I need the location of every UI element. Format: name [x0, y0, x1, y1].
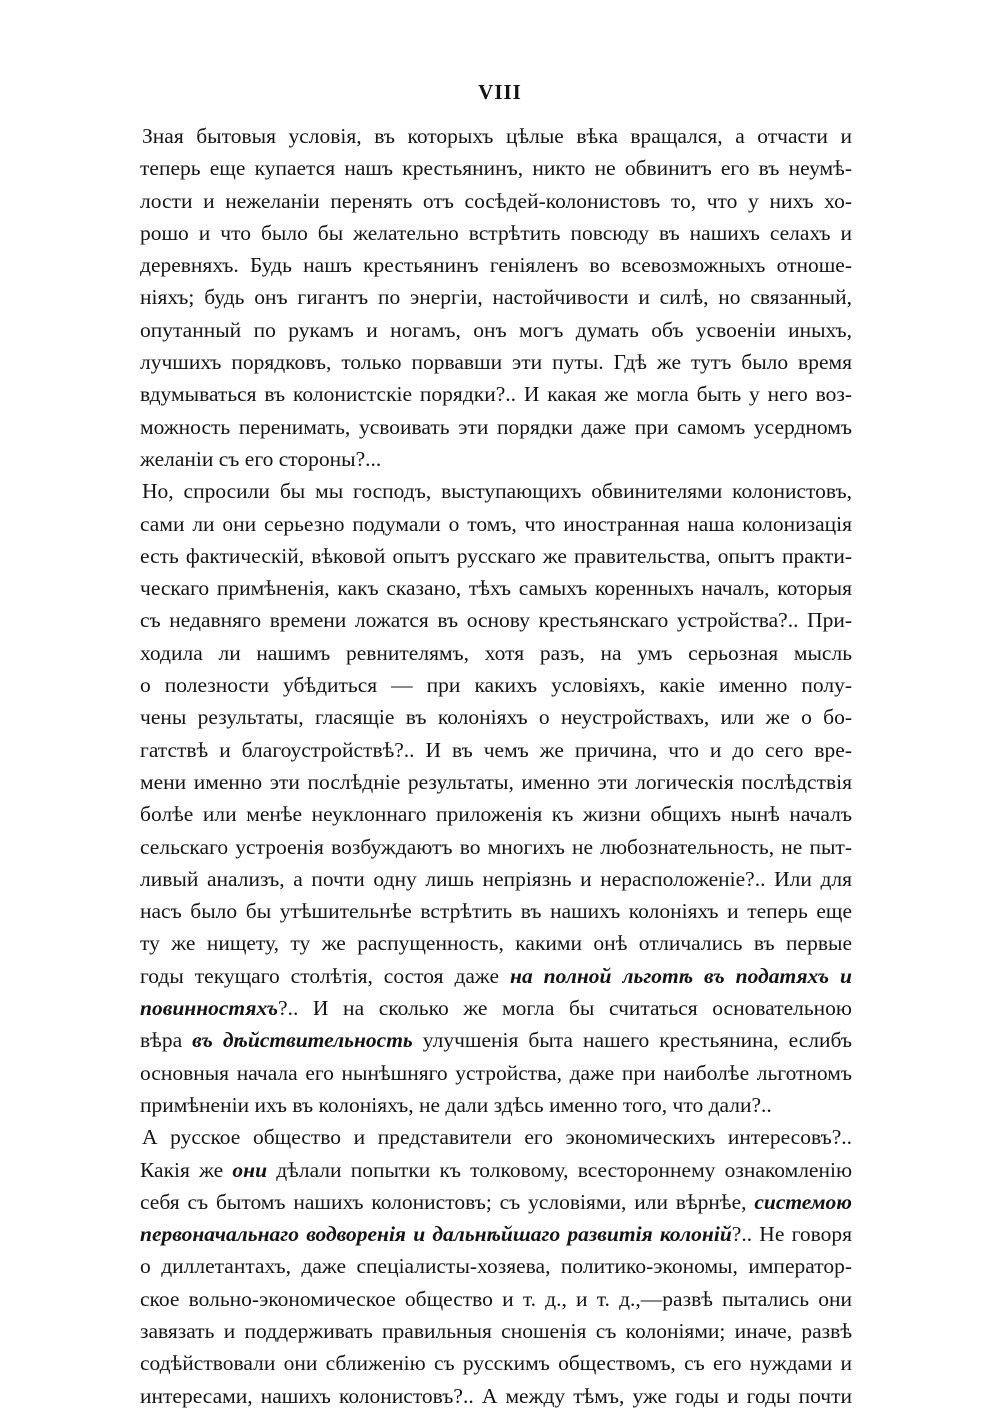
text-segment: ходила ли нашимъ ревнителямъ, хотя разъ, на умъ серьозная мысль [140, 640, 852, 665]
text-line [140, 798, 852, 830]
text-segment: А русское общество и представители его экономическихъ интересовъ?.. [142, 1125, 852, 1150]
emphasized-text: въ дѣйствительность [192, 1028, 413, 1053]
text-line [140, 701, 852, 733]
text-segment: ту же нищету, ту же распущенность, какими онѣ отличались въ первые [140, 931, 852, 956]
text-line [140, 217, 852, 249]
text-line [140, 1347, 852, 1379]
text-line [140, 346, 852, 378]
text-line [140, 637, 852, 669]
text-line [140, 927, 852, 959]
text-line [140, 992, 852, 1024]
page-number: VIII [478, 80, 522, 104]
text-line [140, 249, 852, 281]
text-segment: ческаго примѣненія, какъ сказано, тѣхъ самыхъ коренныхъ началъ, которыя [140, 576, 852, 601]
text-segment: себя съ бытомъ нашихъ колонистовъ; съ условіями, или вѣрнѣе, [140, 1189, 755, 1214]
emphasized-text: первоначальнаго водворенія и дальнѣйшаго развитія колоній [140, 1222, 732, 1247]
text-line [140, 1186, 852, 1218]
emphasized-text: системою [754, 1189, 852, 1214]
text-line [140, 1218, 852, 1250]
text-line [140, 378, 852, 410]
text-line [140, 1024, 852, 1056]
text-line [140, 960, 852, 992]
text-segment: насъ было бы утѣшительнѣе встрѣтить въ нашихъ колоніяхъ и теперь еще [140, 899, 852, 924]
text-segment: теперь еще купается нашъ крестьянинъ, никто не обвинитъ его въ неумѣ- [140, 156, 852, 181]
text-segment: рошо и что было бы желательно встрѣтить повсюду въ нашихъ селахъ и [140, 220, 852, 245]
text-segment: сами ли они серьезно подумали о томъ, что иностранная наша колонизація [140, 511, 852, 536]
text-segment: завязать и поддерживать правильныя сношенія съ колоніями; иначе, развѣ [140, 1318, 852, 1343]
text-segment: основныя начала его нынѣшняго устройства, даже при наиболѣе льготномъ [140, 1060, 852, 1085]
text-segment: ніяхъ; будь онъ гигантъ по энергіи, настойчивости и силѣ, но связанный, [140, 285, 852, 310]
text-segment: о диллетантахъ, даже спеціалисты-хозяева, политико-экономы, император- [140, 1254, 852, 1279]
text-line [140, 475, 852, 507]
text-segment: содѣйствовали они сближенію съ русскимъ обществомъ, съ его нуждами и [140, 1351, 852, 1376]
text-line [140, 766, 852, 798]
body-text [140, 120, 852, 1412]
text-segment: мени именно эти послѣдніе результаты, именно эти логическія послѣдствія [140, 769, 852, 794]
text-line [140, 120, 852, 152]
text-segment: улучшенія быта нашего крестьянина, еслибъ [412, 1028, 852, 1053]
text-line [140, 508, 852, 540]
text-segment: ?.. И на сколько же могла бы считаться основательною [278, 996, 852, 1021]
text-line [140, 314, 852, 346]
text-line [140, 443, 852, 475]
text-segment: сельскаго устроенія возбуждаютъ во многихъ не любознательность, не пыт- [140, 834, 852, 859]
text-line [140, 669, 852, 701]
text-segment: Какія же [140, 1157, 233, 1182]
text-line [140, 1057, 852, 1089]
text-segment: интересами, нашихъ колонистовъ?.. А между тѣмъ, уже годы и годы почти [140, 1383, 852, 1408]
text-segment: вдумываться въ колонистскіе порядки?.. И какая же могла быть у него воз- [140, 382, 852, 407]
text-segment: Но, спросили бы мы господъ, выступающихъ обвинителями колонистовъ, [142, 479, 852, 504]
text-line [140, 281, 852, 313]
text-line [140, 1380, 852, 1412]
text-line [140, 1154, 852, 1186]
text-line [140, 1250, 852, 1282]
text-line [140, 185, 852, 217]
text-segment: чены результаты, гласящіе въ колоніяхъ о неустройствахъ, или же о бо- [140, 705, 852, 730]
text-line [140, 1283, 852, 1315]
text-segment: примѣненіи ихъ въ колоніяхъ, не дали здѣсь именно того, что дали?.. [140, 1092, 772, 1117]
text-line [140, 1121, 852, 1153]
text-segment: Зная бытовыя условія, въ которыхъ цѣлые вѣка вращался, а отчасти и [142, 124, 852, 148]
text-segment: съ недавняго времени ложатся въ основу крестьянскаго устройства?.. При- [140, 608, 852, 633]
text-segment: годы текущаго столѣтія, состоя даже [140, 963, 511, 988]
text-line [140, 604, 852, 636]
text-segment: ское вольно-экономическое общество и т. д., и т. д.,—развѣ пытались они [140, 1286, 852, 1311]
text-line [140, 831, 852, 863]
text-line [140, 540, 852, 572]
text-segment: ?.. Не говоря [731, 1222, 852, 1247]
text-line [140, 734, 852, 766]
emphasized-text: повинностяхъ [140, 996, 279, 1021]
text-segment: лости и нежеланіи перенять отъ сосѣдей-колонистовъ то, что у нихъ хо- [140, 188, 852, 213]
text-segment: дѣлали попытки къ толковому, всестороннему ознакомленію [267, 1157, 853, 1182]
text-segment: деревняхъ. Будь нашъ крестьянинъ геніяленъ во всевозможныхъ отноше- [140, 253, 852, 278]
text-segment: лучшихъ порядковъ, только порвавши эти путы. Гдѣ же тутъ было время [140, 350, 852, 375]
text-segment: есть фактическій, вѣковой опытъ русскаго же правительства, опытъ практи- [140, 543, 852, 568]
text-line [140, 572, 852, 604]
text-segment: желаніи съ его стороны?... [140, 446, 382, 471]
text-segment: о полезности убѣдиться — при какихъ условіяхъ, какіе именно полу- [140, 673, 852, 698]
text-line [140, 895, 852, 927]
text-segment: можность перенимать, усвоивать эти порядки даже при самомъ усердномъ [140, 414, 852, 439]
text-line [140, 1089, 852, 1121]
text-line [140, 1315, 852, 1347]
text-segment: опутанный по рукамъ и ногамъ, онъ могъ думать объ усвоеніи иныхъ, [140, 317, 852, 342]
text-segment: гатствѣ и благоустройствѣ?.. И въ чемъ же причина, что и до сего вре- [140, 737, 852, 762]
text-segment: болѣе или менѣе неуклоннаго приложенія къ жизни общихъ нынѣ началъ [140, 802, 852, 827]
text-line [140, 152, 852, 184]
text-segment: вѣра [140, 1028, 193, 1053]
text-segment: ливый анализъ, а почти одну лишь непріязнь и нерасположеніе?.. Или для [140, 866, 852, 891]
text-line [140, 863, 852, 895]
emphasized-text: они [232, 1157, 268, 1182]
emphasized-text: на полной льготѣ въ податяхъ и [510, 963, 852, 988]
text-line [140, 411, 852, 443]
